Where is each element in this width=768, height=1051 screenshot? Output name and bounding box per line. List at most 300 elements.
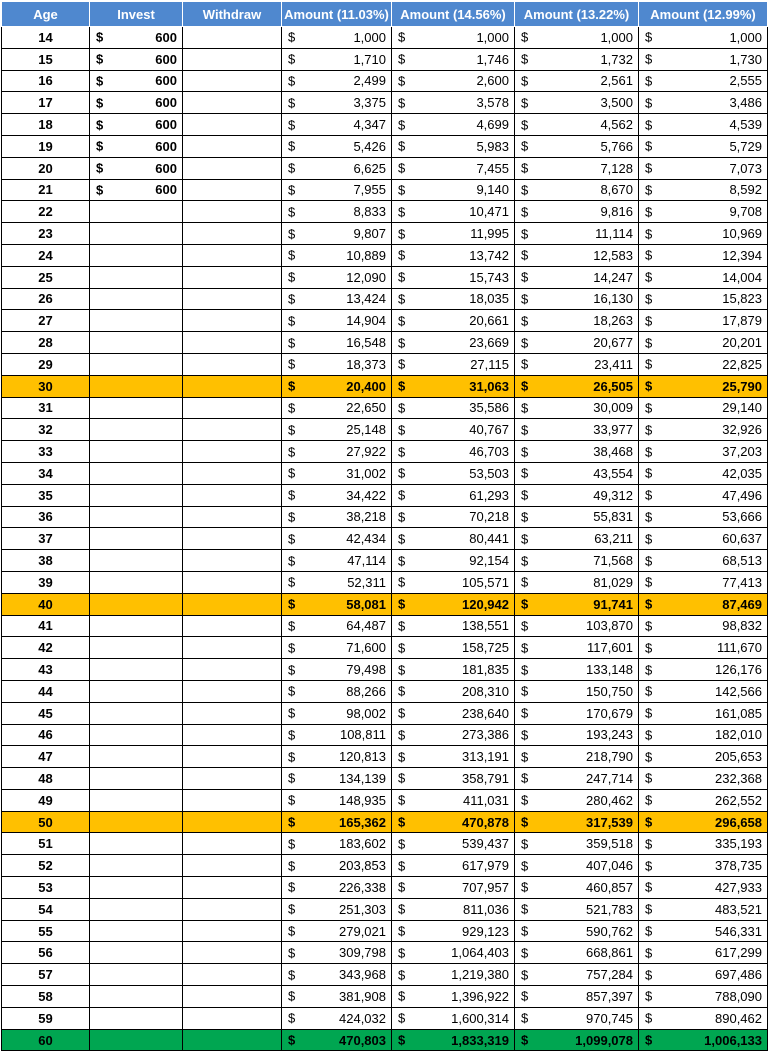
amount-cell-a4[interactable]: [639, 942, 768, 964]
amount-cell-a3[interactable]: [515, 223, 639, 245]
age-cell[interactable]: 59: [2, 1007, 90, 1029]
invest-cell[interactable]: [90, 659, 183, 681]
amount-cell-a1[interactable]: [282, 27, 392, 49]
amount-cell-a1[interactable]: [282, 266, 392, 288]
amount-cell-a3[interactable]: [515, 877, 639, 899]
withdraw-cell[interactable]: [183, 157, 282, 179]
amount-cell-a3[interactable]: [515, 135, 639, 157]
amount-cell-a1[interactable]: [282, 702, 392, 724]
amount-cell-a4[interactable]: [639, 637, 768, 659]
age-cell[interactable]: 32: [2, 419, 90, 441]
amount-cell-a3[interactable]: [515, 201, 639, 223]
amount-cell-a4[interactable]: [639, 484, 768, 506]
invest-cell[interactable]: [90, 1029, 183, 1051]
age-cell[interactable]: 33: [2, 441, 90, 463]
amount-cell-a2[interactable]: [392, 135, 515, 157]
withdraw-cell[interactable]: [183, 571, 282, 593]
amount-cell-a3[interactable]: [515, 419, 639, 441]
amount-cell-a3[interactable]: [515, 266, 639, 288]
amount-cell-a1[interactable]: [282, 397, 392, 419]
amount-cell-a3[interactable]: [515, 397, 639, 419]
withdraw-cell[interactable]: [183, 332, 282, 354]
amount-cell-a1[interactable]: [282, 550, 392, 572]
invest-cell[interactable]: [90, 571, 183, 593]
invest-cell[interactable]: [90, 550, 183, 572]
invest-cell[interactable]: [90, 877, 183, 899]
amount-cell-a4[interactable]: [639, 615, 768, 637]
withdraw-cell[interactable]: [183, 1029, 282, 1051]
amount-cell-a1[interactable]: [282, 114, 392, 136]
amount-cell-a1[interactable]: [282, 92, 392, 114]
withdraw-cell[interactable]: [183, 920, 282, 942]
invest-cell[interactable]: [90, 135, 183, 157]
amount-cell-a4[interactable]: [639, 48, 768, 70]
amount-cell-a1[interactable]: [282, 332, 392, 354]
age-cell[interactable]: 51: [2, 833, 90, 855]
amount-cell-a1[interactable]: [282, 724, 392, 746]
amount-cell-a2[interactable]: [392, 659, 515, 681]
invest-cell[interactable]: [90, 855, 183, 877]
amount-cell-a1[interactable]: [282, 942, 392, 964]
age-cell[interactable]: 57: [2, 964, 90, 986]
amount-cell-a3[interactable]: [515, 746, 639, 768]
amount-cell-a4[interactable]: [639, 179, 768, 201]
amount-cell-a2[interactable]: [392, 506, 515, 528]
age-cell[interactable]: 54: [2, 898, 90, 920]
amount-cell-a3[interactable]: [515, 571, 639, 593]
withdraw-cell[interactable]: [183, 702, 282, 724]
withdraw-cell[interactable]: [183, 288, 282, 310]
amount-cell-a1[interactable]: [282, 898, 392, 920]
amount-cell-a3[interactable]: [515, 724, 639, 746]
amount-cell-a2[interactable]: [392, 964, 515, 986]
invest-cell[interactable]: [90, 92, 183, 114]
withdraw-cell[interactable]: [183, 419, 282, 441]
invest-cell[interactable]: [90, 375, 183, 397]
withdraw-cell[interactable]: [183, 550, 282, 572]
amount-cell-a2[interactable]: [392, 593, 515, 615]
amount-cell-a3[interactable]: [515, 484, 639, 506]
amount-cell-a4[interactable]: [639, 397, 768, 419]
amount-cell-a4[interactable]: [639, 70, 768, 92]
withdraw-cell[interactable]: [183, 506, 282, 528]
amount-cell-a2[interactable]: [392, 1007, 515, 1029]
amount-cell-a1[interactable]: [282, 223, 392, 245]
amount-cell-a1[interactable]: [282, 70, 392, 92]
age-cell[interactable]: 50: [2, 811, 90, 833]
amount-cell-a4[interactable]: [639, 898, 768, 920]
amount-cell-a2[interactable]: [392, 898, 515, 920]
age-cell[interactable]: 42: [2, 637, 90, 659]
invest-cell[interactable]: [90, 528, 183, 550]
age-cell[interactable]: 60: [2, 1029, 90, 1051]
amount-cell-a1[interactable]: [282, 680, 392, 702]
age-cell[interactable]: 37: [2, 528, 90, 550]
amount-cell-a4[interactable]: [639, 27, 768, 49]
age-cell[interactable]: 48: [2, 768, 90, 790]
amount-cell-a2[interactable]: [392, 571, 515, 593]
age-cell[interactable]: 41: [2, 615, 90, 637]
amount-cell-a4[interactable]: [639, 157, 768, 179]
invest-cell[interactable]: [90, 964, 183, 986]
amount-cell-a3[interactable]: [515, 811, 639, 833]
amount-cell-a2[interactable]: [392, 833, 515, 855]
amount-cell-a2[interactable]: [392, 855, 515, 877]
amount-cell-a1[interactable]: [282, 1029, 392, 1051]
amount-cell-a1[interactable]: [282, 506, 392, 528]
amount-cell-a3[interactable]: [515, 789, 639, 811]
amount-cell-a3[interactable]: [515, 1007, 639, 1029]
amount-cell-a4[interactable]: [639, 746, 768, 768]
amount-cell-a2[interactable]: [392, 550, 515, 572]
amount-cell-a4[interactable]: [639, 375, 768, 397]
amount-cell-a3[interactable]: [515, 288, 639, 310]
withdraw-cell[interactable]: [183, 114, 282, 136]
amount-cell-a3[interactable]: [515, 986, 639, 1008]
amount-cell-a4[interactable]: [639, 266, 768, 288]
withdraw-cell[interactable]: [183, 397, 282, 419]
amount-cell-a3[interactable]: [515, 898, 639, 920]
age-cell[interactable]: 47: [2, 746, 90, 768]
age-cell[interactable]: 23: [2, 223, 90, 245]
amount-cell-a4[interactable]: [639, 768, 768, 790]
amount-cell-a1[interactable]: [282, 811, 392, 833]
amount-cell-a4[interactable]: [639, 920, 768, 942]
amount-cell-a4[interactable]: [639, 92, 768, 114]
amount-cell-a4[interactable]: [639, 288, 768, 310]
amount-cell-a3[interactable]: [515, 70, 639, 92]
age-cell[interactable]: 35: [2, 484, 90, 506]
age-cell[interactable]: 43: [2, 659, 90, 681]
amount-cell-a4[interactable]: [639, 964, 768, 986]
age-cell[interactable]: 52: [2, 855, 90, 877]
withdraw-cell[interactable]: [183, 528, 282, 550]
age-cell[interactable]: 29: [2, 353, 90, 375]
withdraw-cell[interactable]: [183, 179, 282, 201]
amount-cell-a1[interactable]: [282, 419, 392, 441]
amount-cell-a2[interactable]: [392, 724, 515, 746]
header-age[interactable]: Age: [2, 2, 90, 27]
amount-cell-a4[interactable]: [639, 528, 768, 550]
amount-cell-a4[interactable]: [639, 419, 768, 441]
age-cell[interactable]: 15: [2, 48, 90, 70]
amount-cell-a3[interactable]: [515, 92, 639, 114]
invest-cell[interactable]: [90, 506, 183, 528]
amount-cell-a3[interactable]: [515, 157, 639, 179]
amount-cell-a2[interactable]: [392, 1029, 515, 1051]
amount-cell-a1[interactable]: [282, 593, 392, 615]
amount-cell-a4[interactable]: [639, 441, 768, 463]
invest-cell[interactable]: [90, 288, 183, 310]
age-cell[interactable]: 28: [2, 332, 90, 354]
amount-cell-a4[interactable]: [639, 223, 768, 245]
amount-cell-a2[interactable]: [392, 768, 515, 790]
age-cell[interactable]: 20: [2, 157, 90, 179]
amount-cell-a1[interactable]: [282, 746, 392, 768]
amount-cell-a1[interactable]: [282, 484, 392, 506]
header-amount-11-03[interactable]: Amount (11.03%): [282, 2, 392, 27]
amount-cell-a1[interactable]: [282, 157, 392, 179]
amount-cell-a3[interactable]: [515, 550, 639, 572]
invest-cell[interactable]: [90, 637, 183, 659]
withdraw-cell[interactable]: [183, 462, 282, 484]
age-cell[interactable]: 31: [2, 397, 90, 419]
invest-cell[interactable]: [90, 811, 183, 833]
withdraw-cell[interactable]: [183, 811, 282, 833]
amount-cell-a1[interactable]: [282, 855, 392, 877]
amount-cell-a4[interactable]: [639, 593, 768, 615]
amount-cell-a4[interactable]: [639, 833, 768, 855]
amount-cell-a4[interactable]: [639, 1007, 768, 1029]
header-withdraw[interactable]: Withdraw: [183, 2, 282, 27]
amount-cell-a2[interactable]: [392, 615, 515, 637]
age-cell[interactable]: 53: [2, 877, 90, 899]
withdraw-cell[interactable]: [183, 724, 282, 746]
amount-cell-a1[interactable]: [282, 441, 392, 463]
amount-cell-a2[interactable]: [392, 528, 515, 550]
withdraw-cell[interactable]: [183, 833, 282, 855]
amount-cell-a4[interactable]: [639, 659, 768, 681]
amount-cell-a3[interactable]: [515, 768, 639, 790]
amount-cell-a3[interactable]: [515, 637, 639, 659]
amount-cell-a1[interactable]: [282, 637, 392, 659]
amount-cell-a3[interactable]: [515, 114, 639, 136]
amount-cell-a4[interactable]: [639, 310, 768, 332]
amount-cell-a4[interactable]: [639, 550, 768, 572]
amount-cell-a3[interactable]: [515, 179, 639, 201]
invest-cell[interactable]: [90, 746, 183, 768]
amount-cell-a1[interactable]: [282, 179, 392, 201]
amount-cell-a1[interactable]: [282, 768, 392, 790]
amount-cell-a4[interactable]: [639, 986, 768, 1008]
amount-cell-a4[interactable]: [639, 1029, 768, 1051]
amount-cell-a3[interactable]: [515, 615, 639, 637]
amount-cell-a1[interactable]: [282, 789, 392, 811]
amount-cell-a1[interactable]: [282, 528, 392, 550]
withdraw-cell[interactable]: [183, 615, 282, 637]
invest-cell[interactable]: [90, 114, 183, 136]
amount-cell-a3[interactable]: [515, 964, 639, 986]
withdraw-cell[interactable]: [183, 441, 282, 463]
age-cell[interactable]: 34: [2, 462, 90, 484]
amount-cell-a2[interactable]: [392, 48, 515, 70]
amount-cell-a2[interactable]: [392, 375, 515, 397]
amount-cell-a2[interactable]: [392, 397, 515, 419]
invest-cell[interactable]: [90, 266, 183, 288]
amount-cell-a2[interactable]: [392, 877, 515, 899]
amount-cell-a3[interactable]: [515, 441, 639, 463]
withdraw-cell[interactable]: [183, 768, 282, 790]
amount-cell-a4[interactable]: [639, 114, 768, 136]
age-cell[interactable]: 58: [2, 986, 90, 1008]
amount-cell-a3[interactable]: [515, 375, 639, 397]
age-cell[interactable]: 26: [2, 288, 90, 310]
amount-cell-a4[interactable]: [639, 201, 768, 223]
invest-cell[interactable]: [90, 484, 183, 506]
amount-cell-a3[interactable]: [515, 48, 639, 70]
amount-cell-a1[interactable]: [282, 833, 392, 855]
amount-cell-a3[interactable]: [515, 1029, 639, 1051]
amount-cell-a2[interactable]: [392, 332, 515, 354]
amount-cell-a3[interactable]: [515, 920, 639, 942]
amount-cell-a1[interactable]: [282, 288, 392, 310]
invest-cell[interactable]: [90, 1007, 183, 1029]
amount-cell-a2[interactable]: [392, 114, 515, 136]
amount-cell-a3[interactable]: [515, 659, 639, 681]
invest-cell[interactable]: [90, 441, 183, 463]
invest-cell[interactable]: [90, 201, 183, 223]
amount-cell-a1[interactable]: [282, 375, 392, 397]
amount-cell-a3[interactable]: [515, 942, 639, 964]
amount-cell-a3[interactable]: [515, 528, 639, 550]
withdraw-cell[interactable]: [183, 27, 282, 49]
withdraw-cell[interactable]: [183, 266, 282, 288]
amount-cell-a1[interactable]: [282, 659, 392, 681]
withdraw-cell[interactable]: [183, 92, 282, 114]
amount-cell-a3[interactable]: [515, 833, 639, 855]
invest-cell[interactable]: [90, 179, 183, 201]
invest-cell[interactable]: [90, 920, 183, 942]
header-invest[interactable]: Invest: [90, 2, 183, 27]
amount-cell-a1[interactable]: [282, 920, 392, 942]
invest-cell[interactable]: [90, 702, 183, 724]
invest-cell[interactable]: [90, 70, 183, 92]
amount-cell-a2[interactable]: [392, 702, 515, 724]
amount-cell-a2[interactable]: [392, 920, 515, 942]
age-cell[interactable]: 25: [2, 266, 90, 288]
withdraw-cell[interactable]: [183, 942, 282, 964]
invest-cell[interactable]: [90, 353, 183, 375]
amount-cell-a4[interactable]: [639, 244, 768, 266]
age-cell[interactable]: 17: [2, 92, 90, 114]
header-amount-12-99[interactable]: Amount (12.99%): [639, 2, 768, 27]
amount-cell-a4[interactable]: [639, 353, 768, 375]
withdraw-cell[interactable]: [183, 789, 282, 811]
amount-cell-a3[interactable]: [515, 702, 639, 724]
amount-cell-a4[interactable]: [639, 135, 768, 157]
amount-cell-a1[interactable]: [282, 986, 392, 1008]
age-cell[interactable]: 56: [2, 942, 90, 964]
age-cell[interactable]: 24: [2, 244, 90, 266]
withdraw-cell[interactable]: [183, 898, 282, 920]
amount-cell-a4[interactable]: [639, 855, 768, 877]
withdraw-cell[interactable]: [183, 593, 282, 615]
withdraw-cell[interactable]: [183, 135, 282, 157]
amount-cell-a2[interactable]: [392, 201, 515, 223]
amount-cell-a2[interactable]: [392, 441, 515, 463]
invest-cell[interactable]: [90, 419, 183, 441]
withdraw-cell[interactable]: [183, 244, 282, 266]
amount-cell-a4[interactable]: [639, 680, 768, 702]
amount-cell-a2[interactable]: [392, 27, 515, 49]
withdraw-cell[interactable]: [183, 680, 282, 702]
invest-cell[interactable]: [90, 462, 183, 484]
age-cell[interactable]: 30: [2, 375, 90, 397]
invest-cell[interactable]: [90, 942, 183, 964]
amount-cell-a3[interactable]: [515, 332, 639, 354]
invest-cell[interactable]: [90, 332, 183, 354]
withdraw-cell[interactable]: [183, 1007, 282, 1029]
invest-cell[interactable]: [90, 223, 183, 245]
amount-cell-a1[interactable]: [282, 964, 392, 986]
header-amount-13-22[interactable]: Amount (13.22%): [515, 2, 639, 27]
amount-cell-a2[interactable]: [392, 92, 515, 114]
amount-cell-a4[interactable]: [639, 877, 768, 899]
amount-cell-a4[interactable]: [639, 702, 768, 724]
age-cell[interactable]: 55: [2, 920, 90, 942]
age-cell[interactable]: 46: [2, 724, 90, 746]
invest-cell[interactable]: [90, 244, 183, 266]
invest-cell[interactable]: [90, 986, 183, 1008]
amount-cell-a2[interactable]: [392, 266, 515, 288]
amount-cell-a1[interactable]: [282, 353, 392, 375]
amount-cell-a2[interactable]: [392, 70, 515, 92]
withdraw-cell[interactable]: [183, 637, 282, 659]
amount-cell-a2[interactable]: [392, 310, 515, 332]
amount-cell-a1[interactable]: [282, 244, 392, 266]
age-cell[interactable]: 27: [2, 310, 90, 332]
invest-cell[interactable]: [90, 310, 183, 332]
amount-cell-a4[interactable]: [639, 571, 768, 593]
amount-cell-a2[interactable]: [392, 637, 515, 659]
amount-cell-a4[interactable]: [639, 332, 768, 354]
withdraw-cell[interactable]: [183, 223, 282, 245]
withdraw-cell[interactable]: [183, 484, 282, 506]
amount-cell-a3[interactable]: [515, 353, 639, 375]
amount-cell-a2[interactable]: [392, 244, 515, 266]
withdraw-cell[interactable]: [183, 855, 282, 877]
amount-cell-a3[interactable]: [515, 310, 639, 332]
amount-cell-a2[interactable]: [392, 811, 515, 833]
age-cell[interactable]: 39: [2, 571, 90, 593]
invest-cell[interactable]: [90, 615, 183, 637]
amount-cell-a1[interactable]: [282, 1007, 392, 1029]
withdraw-cell[interactable]: [183, 201, 282, 223]
amount-cell-a1[interactable]: [282, 877, 392, 899]
amount-cell-a1[interactable]: [282, 48, 392, 70]
amount-cell-a4[interactable]: [639, 724, 768, 746]
age-cell[interactable]: 49: [2, 789, 90, 811]
invest-cell[interactable]: [90, 768, 183, 790]
withdraw-cell[interactable]: [183, 659, 282, 681]
amount-cell-a1[interactable]: [282, 615, 392, 637]
invest-cell[interactable]: [90, 27, 183, 49]
amount-cell-a3[interactable]: [515, 680, 639, 702]
invest-cell[interactable]: [90, 898, 183, 920]
age-cell[interactable]: 36: [2, 506, 90, 528]
invest-cell[interactable]: [90, 680, 183, 702]
amount-cell-a3[interactable]: [515, 462, 639, 484]
age-cell[interactable]: 16: [2, 70, 90, 92]
amount-cell-a2[interactable]: [392, 223, 515, 245]
withdraw-cell[interactable]: [183, 310, 282, 332]
amount-cell-a2[interactable]: [392, 288, 515, 310]
amount-cell-a1[interactable]: [282, 201, 392, 223]
invest-cell[interactable]: [90, 397, 183, 419]
amount-cell-a1[interactable]: [282, 310, 392, 332]
header-amount-14-56[interactable]: Amount (14.56%): [392, 2, 515, 27]
amount-cell-a3[interactable]: [515, 506, 639, 528]
amount-cell-a3[interactable]: [515, 593, 639, 615]
invest-cell[interactable]: [90, 157, 183, 179]
amount-cell-a2[interactable]: [392, 789, 515, 811]
amount-cell-a4[interactable]: [639, 506, 768, 528]
amount-cell-a2[interactable]: [392, 419, 515, 441]
age-cell[interactable]: 45: [2, 702, 90, 724]
age-cell[interactable]: 14: [2, 27, 90, 49]
withdraw-cell[interactable]: [183, 353, 282, 375]
amount-cell-a3[interactable]: [515, 855, 639, 877]
